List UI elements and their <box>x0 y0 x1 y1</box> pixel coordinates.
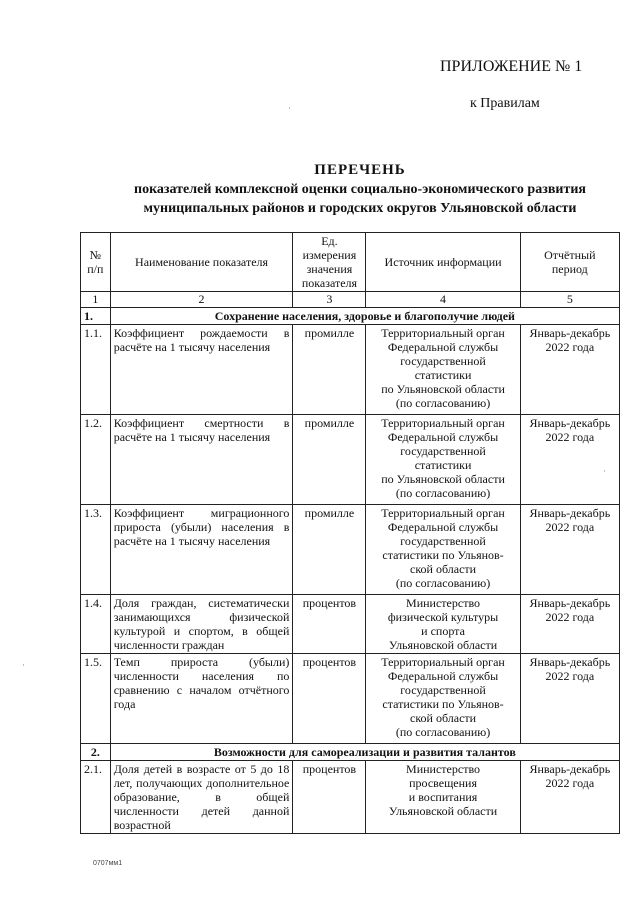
section-title: Сохранение населения, здоровье и благополучие людей <box>110 308 619 325</box>
indicator-name: Коэффициент смертности в расчёте на 1 тысячу населения <box>110 415 293 505</box>
column-number: 3 <box>293 292 366 308</box>
section-row <box>81 744 620 761</box>
table-row <box>81 325 620 415</box>
section-title: Возможности для самореализации и развития талантов <box>110 744 619 761</box>
indicator-name: Доля детей в возрасте от 5 до 18 лет, получающих дополнительное образование, в общей численности детей данной возрастной <box>110 761 293 834</box>
table-row <box>81 654 620 744</box>
indicator-name: Темп прироста (убыли) численности населения по сравнению с началом отчётного года <box>110 654 293 744</box>
row-number: 1.4. <box>81 595 111 654</box>
column-number: 1 <box>81 292 111 308</box>
title-subtitle: показателей комплексной оценки социально-экономического развития муниципальных районов и городских округов Ульяновской области <box>134 182 586 216</box>
header-source: Источник информации <box>366 233 520 292</box>
scan-speck: · <box>288 103 291 113</box>
section-row <box>81 308 620 325</box>
table-header-row <box>81 233 620 292</box>
header-unit: Ед. измерения значения показателя <box>293 233 366 292</box>
scan-speck: · <box>603 466 606 476</box>
header-name: Наименование показателя <box>110 233 293 292</box>
row-number: 2.1. <box>81 761 111 834</box>
table-row <box>81 415 620 505</box>
footer-code: 0707мм1 <box>93 860 123 867</box>
indicator-period: Январь-декабрь 2022 года <box>520 761 619 834</box>
section-number: 2. <box>81 744 111 761</box>
indicator-unit: процентов <box>293 654 366 744</box>
scan-speck: · <box>22 660 25 670</box>
indicator-source: Министерство физической культуры и спорта Ульяновской области <box>366 595 520 654</box>
indicator-name: Коэффициент миграционного прироста (убыли) населения в расчёте на 1 тысячу населения <box>110 505 293 595</box>
indicator-source: Территориальный орган Федеральной службы государственной статистики по Ульяновской области (по согласованию) <box>366 415 520 505</box>
indicator-unit: процентов <box>293 761 366 834</box>
indicator-unit: процентов <box>293 595 366 654</box>
indicator-name: Доля граждан, систематически занимающихся физической культурой и спортом, в общей численности граждан <box>110 595 293 654</box>
section-number: 1. <box>81 308 111 325</box>
indicator-name: Коэффициент рождаемости в расчёте на 1 тысячу населения <box>110 325 293 415</box>
title-main: ПЕРЕЧЕНЬ <box>314 162 406 178</box>
indicators-table <box>80 232 620 834</box>
indicator-source: Территориальный орган Федеральной службы государственной статистики по Ульяновской области (по согласованию) <box>366 325 520 415</box>
indicator-source: Территориальный орган Федеральной службы государственной статистики по Ульянов- ской области (по согласованию) <box>366 505 520 595</box>
indicator-source: Территориальный орган Федеральной службы государственной статистики по Ульянов- ской области (по согласованию) <box>366 654 520 744</box>
row-number: 1.3. <box>81 505 111 595</box>
row-number: 1.2. <box>81 415 111 505</box>
column-number: 2 <box>110 292 293 308</box>
row-number: 1.5. <box>81 654 111 744</box>
column-number: 5 <box>520 292 619 308</box>
table-row <box>81 761 620 834</box>
rules-reference: к Правилам <box>470 96 540 111</box>
indicator-unit: промилле <box>293 325 366 415</box>
indicator-period: Январь-декабрь 2022 года <box>520 505 619 595</box>
indicator-period: Январь-декабрь 2022 года <box>520 595 619 654</box>
indicator-period: Январь-декабрь 2022 года <box>520 654 619 744</box>
appendix-label: ПРИЛОЖЕНИЕ № 1 <box>440 58 583 75</box>
header-number: № п/п <box>81 233 111 292</box>
table-row <box>81 505 620 595</box>
indicator-unit: промилле <box>293 415 366 505</box>
table-row <box>81 595 620 654</box>
indicator-unit: промилле <box>293 505 366 595</box>
row-number: 1.1. <box>81 325 111 415</box>
header-period: Отчётный период <box>520 233 619 292</box>
indicator-period: Январь-декабрь 2022 года <box>520 415 619 505</box>
document-title <box>100 160 620 218</box>
column-number: 4 <box>366 292 520 308</box>
column-number-row <box>81 292 620 308</box>
indicator-period: Январь-декабрь 2022 года <box>520 325 619 415</box>
indicator-source: Министерство просвещения и воспитания Ульяновской области <box>366 761 520 834</box>
